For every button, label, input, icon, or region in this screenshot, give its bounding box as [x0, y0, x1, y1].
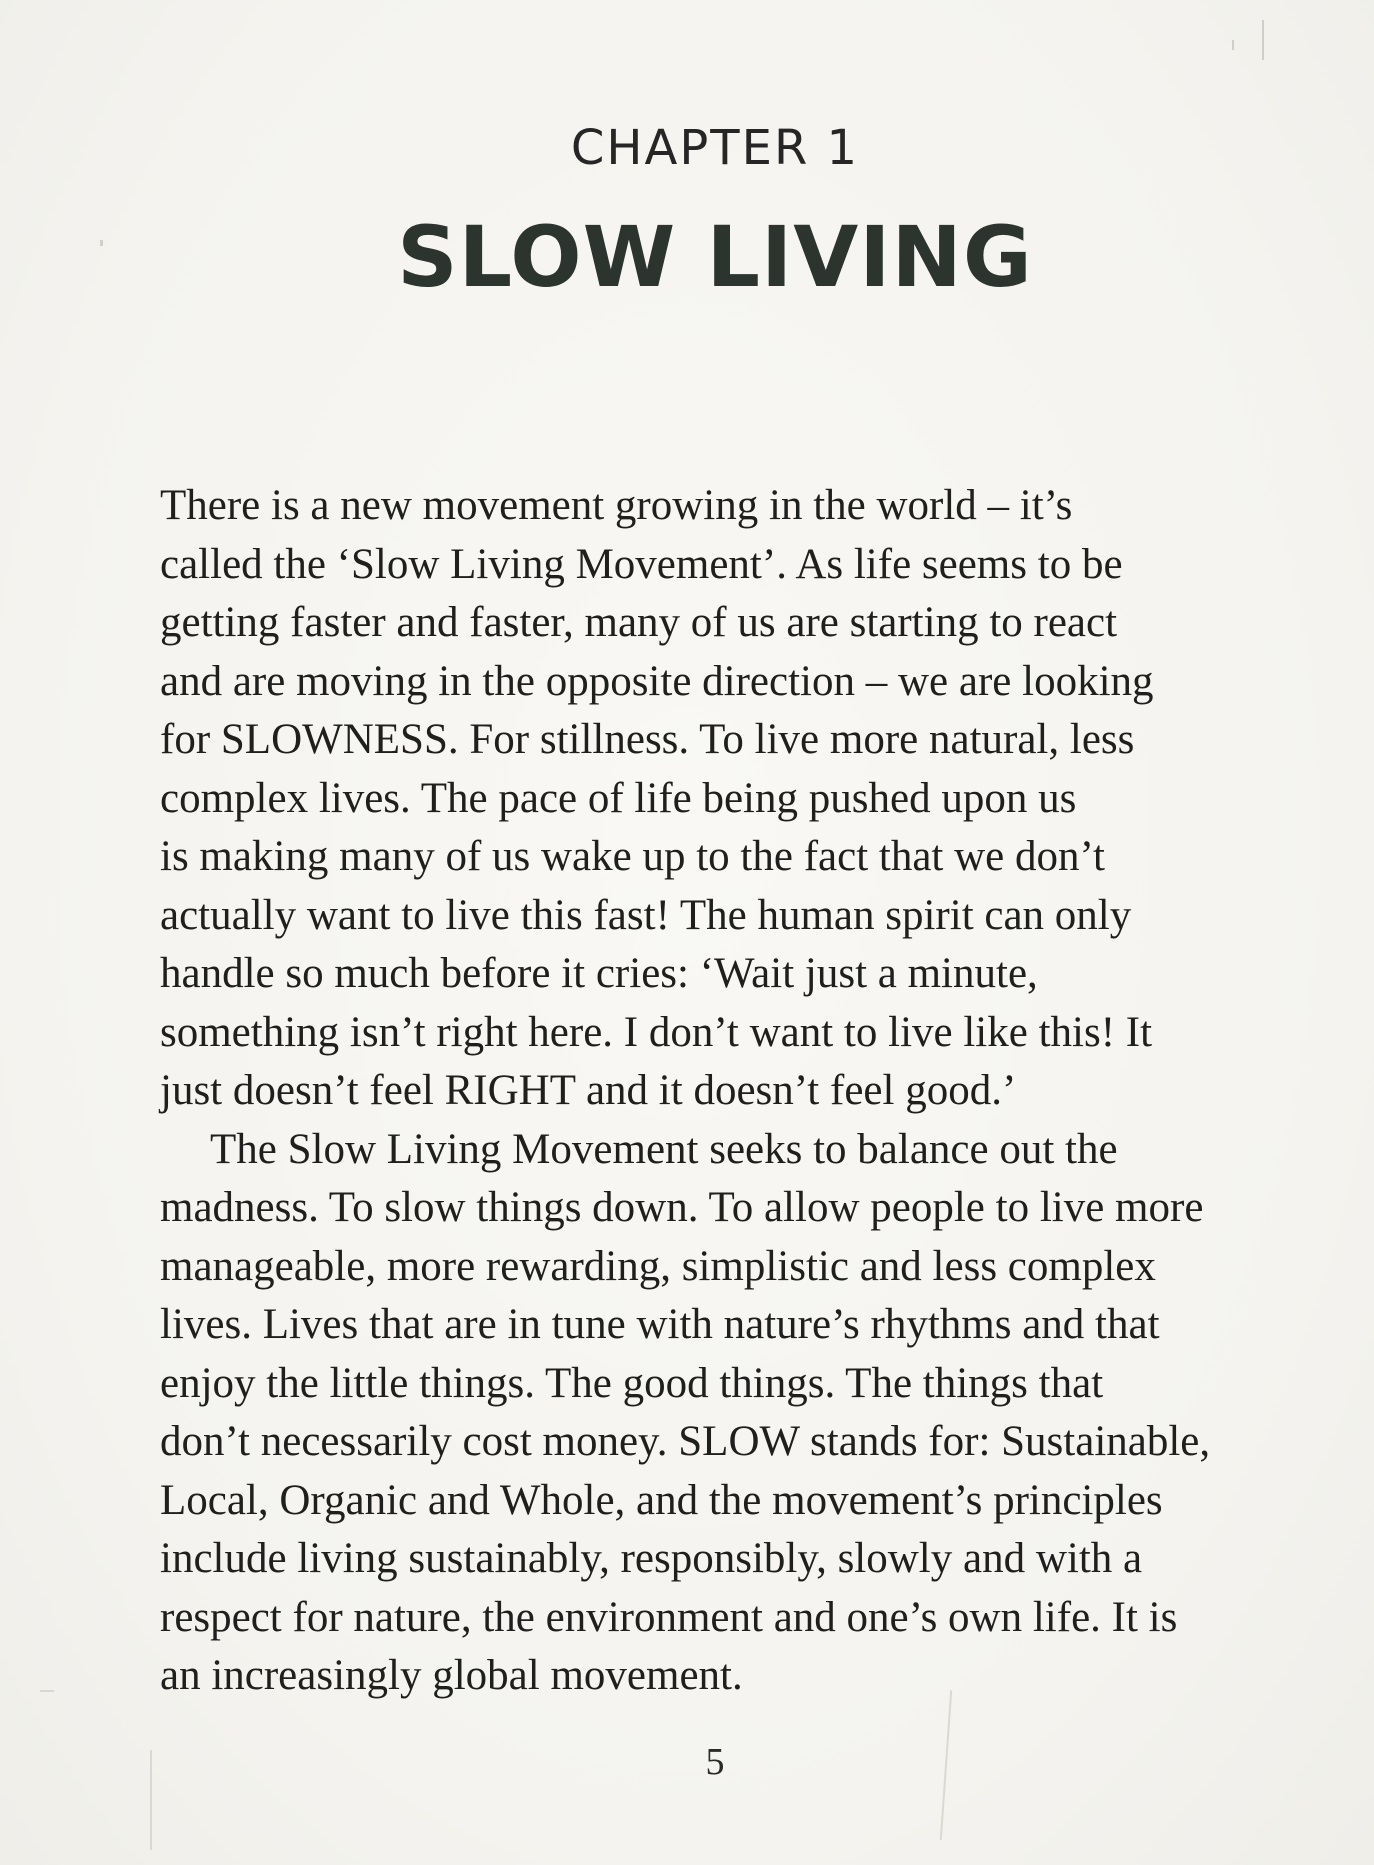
text-line: something isn’t right here. I don’t want to live like this! It	[160, 1008, 1153, 1056]
text-line: Local, Organic and Whole, and the movement’s principles	[160, 1476, 1163, 1524]
text-line: madness. To slow things down. To allow people to live more	[160, 1184, 1204, 1231]
text-line: don’t necessarily cost money. SLOW stands for: Sustainable,	[160, 1418, 1211, 1465]
text-line: for SLOWNESS. For stillness. To live more natural, less	[160, 716, 1135, 763]
paper-speck	[1232, 40, 1234, 50]
text-line: enjoy the little things. The good things. The things that	[160, 1359, 1104, 1407]
text-line: The Slow Living Movement seeks to balance out the	[210, 1125, 1118, 1173]
paper-speck	[1262, 20, 1264, 60]
paragraph-1	[160, 477, 1290, 1121]
paragraph-2	[160, 1121, 1290, 1706]
text-line: lives. Lives that are in tune with nature’s rhythms and that	[160, 1301, 1160, 1348]
text-line: manageable, more rewarding, simplistic and less complex	[160, 1242, 1156, 1290]
body-text	[160, 477, 1290, 1706]
text-line: and are moving in the opposite direction – we are looking	[160, 657, 1154, 705]
paper-crease	[40, 1690, 54, 1692]
text-line: include living sustainably, responsibly, slowly and with a	[160, 1535, 1143, 1582]
page-number: 5	[705, 1741, 725, 1783]
text-line: is making many of us wake up to the fact that we don’t	[160, 833, 1105, 880]
text-line: getting faster and faster, many of us are starting to react	[160, 599, 1118, 646]
chapter-title: SLOW LIVING	[397, 208, 1033, 306]
text-line: called the ‘Slow Living Movement’. As life seems to be	[160, 540, 1123, 588]
text-line: an increasingly global movement.	[160, 1652, 743, 1699]
text-line: actually want to live this fast! The human spirit can only	[160, 891, 1132, 939]
text-line: just doesn’t feel RIGHT and it doesn’t feel good.’	[160, 1067, 1017, 1114]
text-line: There is a new movement growing in the world – it’s	[160, 482, 1073, 529]
chapter-label: CHAPTER 1	[570, 120, 860, 176]
text-line: complex lives. The pace of life being pushed upon us	[160, 774, 1077, 822]
text-line: handle so much before it cries: ‘Wait just a minute,	[160, 950, 1038, 997]
text-line: respect for nature, the environment and one’s own life. It is	[160, 1593, 1178, 1641]
